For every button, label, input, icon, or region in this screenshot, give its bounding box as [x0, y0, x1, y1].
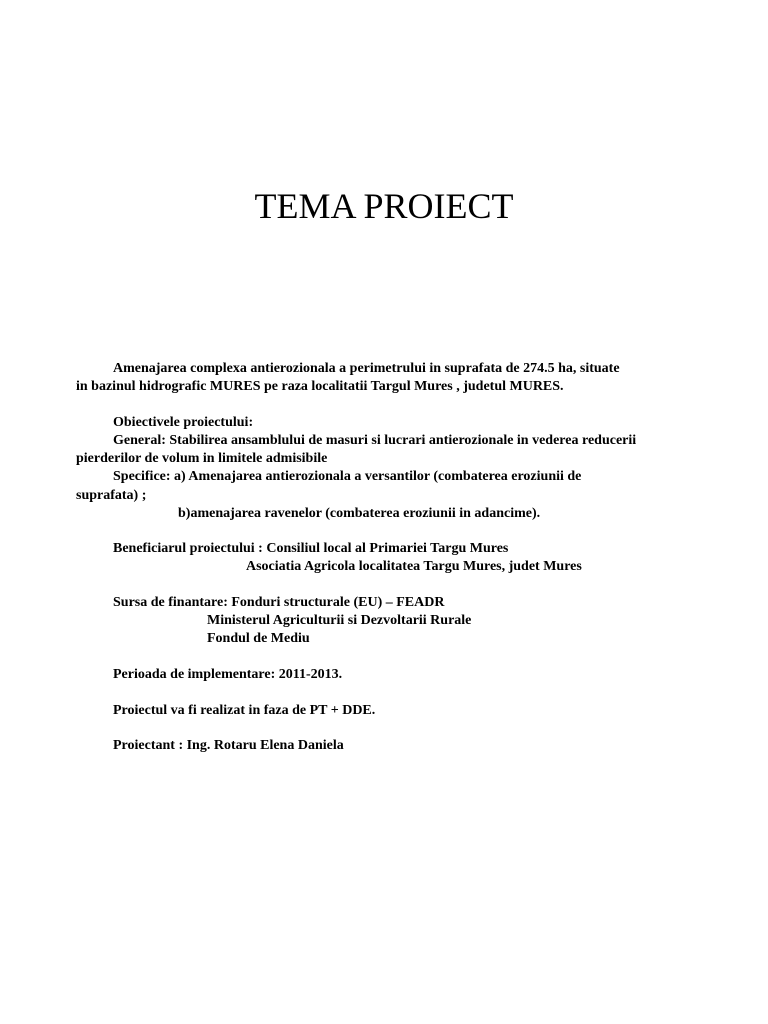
implementation-period: Perioada de implementare: 2011-2013. — [113, 667, 343, 682]
funding-line-1: Sursa de finantare: Fonduri structurale (EU) – FEADR — [113, 595, 445, 611]
paragraph-gap — [76, 720, 676, 737]
paragraph-gap — [76, 577, 676, 594]
paragraph-gap — [76, 684, 676, 701]
paragraph-gap — [76, 649, 676, 666]
objective-general-line-2: pierderilor de volum in limitele admisibile — [76, 451, 328, 467]
paragraph-gap — [76, 523, 676, 540]
objective-specific-line-1: Specifice: a) Amenajarea antierozionala a versantilor (combaterea eroziunii de — [113, 469, 582, 485]
document-title: TEMA PROIECT — [254, 186, 514, 226]
project-phase: Proiectul va fi realizat in faza de PT + DDE. — [113, 702, 376, 718]
funding-line-3: Fondul de Mediu — [207, 631, 310, 647]
funding-line-2: Ministerul Agriculturii si Dezvoltarii Rurale — [207, 613, 472, 629]
designer: Proiectant : Ing. Rotaru Elena Daniela — [113, 738, 344, 754]
objective-general-line-1: General: Stabilirea ansamblului de masuri si lucrari antierozionale in vederea reducerii — [113, 432, 637, 448]
objective-specific-line-3: b)amenajarea ravenelor (combaterea eroziunii in adancime). — [178, 505, 541, 521]
intro-line-1: Amenajarea complexa antierozionala a perimetrului in suprafata de 274.5 ha, situate — [113, 361, 620, 376]
document-body — [76, 360, 676, 755]
objectives-heading: Obiectivele proiectului: — [113, 414, 254, 430]
intro-line-2: in bazinul hidrografic MURES pe raza localitatii Targul Mures , judetul MURES. — [76, 379, 564, 395]
beneficiary-line-1: Beneficiarul proiectului : Consiliul local al Primariei Targu Mures — [113, 541, 509, 557]
objective-specific-line-2: suprafata) ; — [76, 487, 147, 503]
beneficiary-line-2: Asociatia Agricola localitatea Targu Mures, judet Mures — [246, 559, 582, 575]
paragraph-gap — [76, 396, 676, 413]
